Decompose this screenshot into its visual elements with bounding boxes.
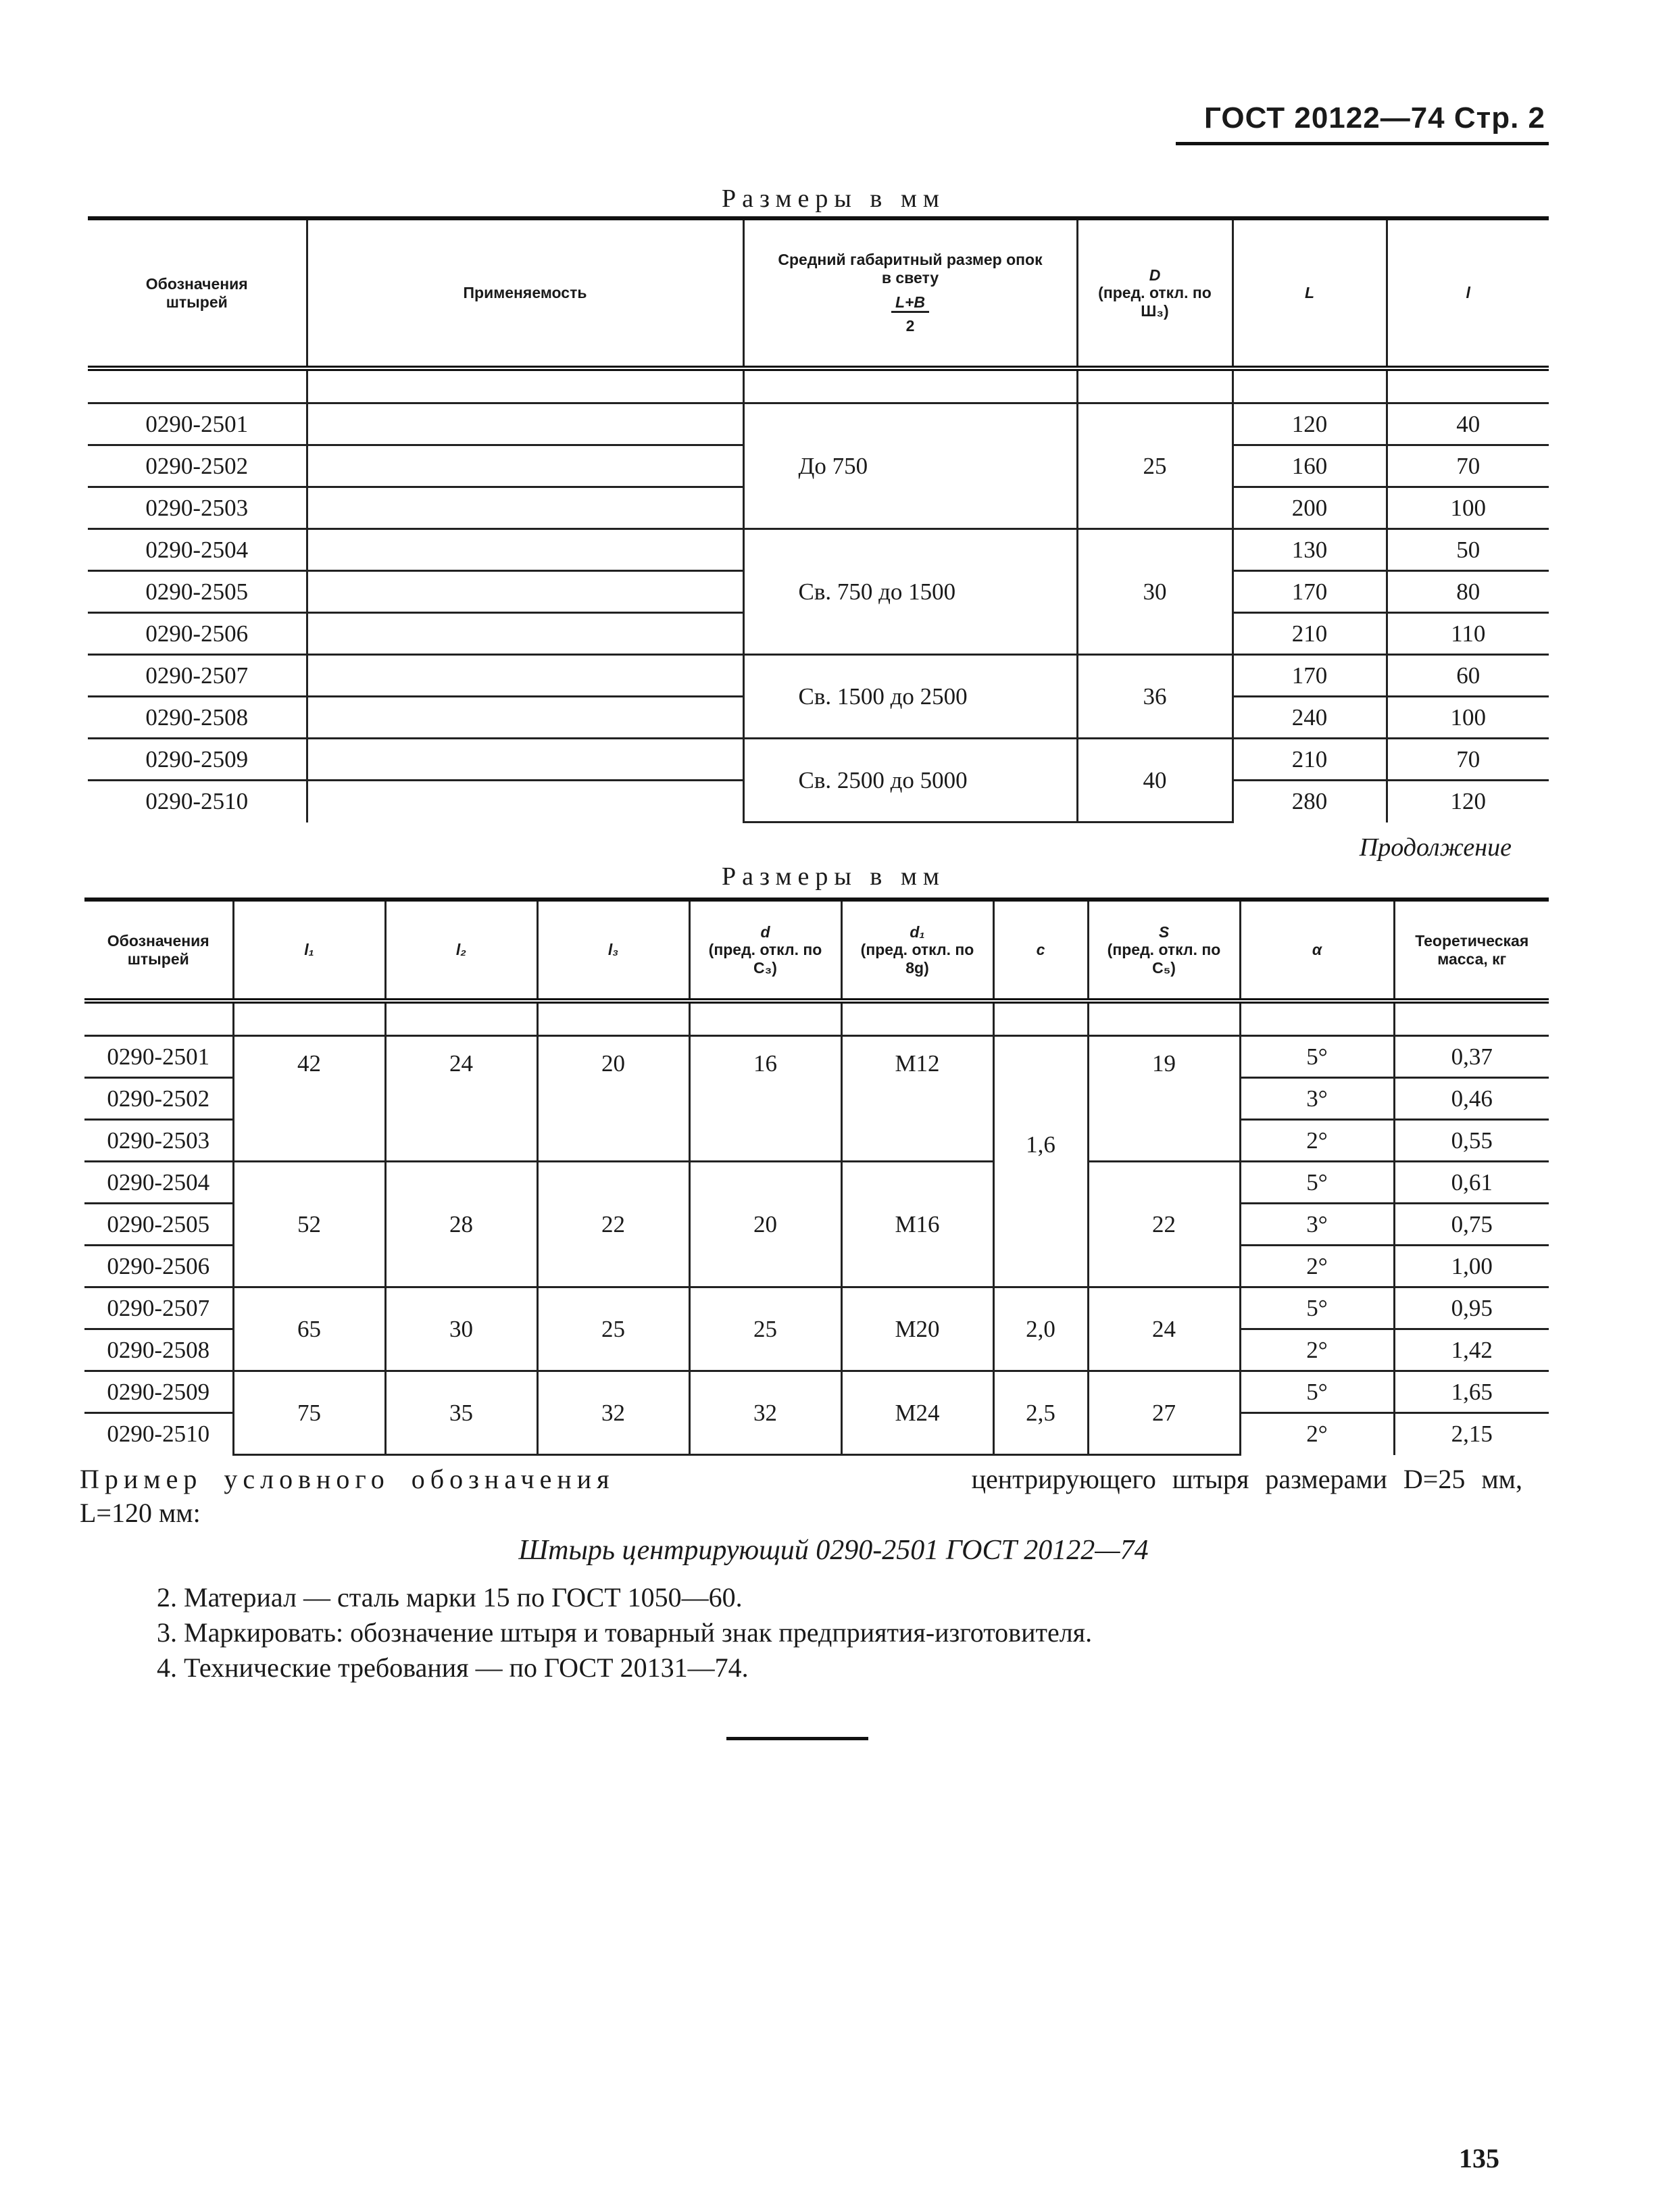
t1-L: 210 — [1233, 613, 1387, 655]
t1-code: 0290-2502 — [88, 445, 307, 487]
t1-header-D-note: (пред. откл. по Ш₃) — [1098, 284, 1212, 320]
t2-alpha: 2° — [1240, 1329, 1394, 1371]
t1-L: 170 — [1233, 571, 1387, 613]
table-row — [88, 403, 1549, 445]
t1-l: 80 — [1387, 571, 1549, 613]
t2-header-d — [689, 900, 841, 1001]
t2-header-d-note: (пред. откл. по С₃) — [708, 941, 822, 977]
t1-avg-size: Св. 750 до 1500 — [743, 529, 1077, 655]
table-row — [84, 1162, 1549, 1204]
t1-header-L: L — [1233, 218, 1387, 368]
t2-l3: 20 — [537, 1036, 689, 1162]
t2-header-alpha: α — [1240, 900, 1394, 1001]
t1-L: 280 — [1233, 781, 1387, 822]
example-spaced-text: Пример условного обозначения — [80, 1464, 615, 1494]
t2-alpha: 2° — [1240, 1246, 1394, 1287]
example-line2: L=120 мм: — [80, 1498, 201, 1528]
t2-mass: 0,95 — [1394, 1287, 1549, 1329]
t2-code: 0290-2501 — [84, 1036, 233, 1078]
table-row — [84, 1036, 1549, 1078]
t2-d: 16 — [689, 1036, 841, 1162]
t1-applicability — [307, 739, 743, 781]
t2-mass: 1,00 — [1394, 1246, 1549, 1287]
t2-l2: 30 — [385, 1287, 537, 1371]
t2-header-c: c — [993, 900, 1088, 1001]
t2-code: 0290-2505 — [84, 1204, 233, 1246]
t2-header-mass: Теоретическая масса, кг — [1394, 900, 1549, 1001]
t2-alpha: 5° — [1240, 1162, 1394, 1204]
t1-code: 0290-2501 — [88, 403, 307, 445]
header-rule — [1176, 142, 1549, 145]
item-requirements: 4. Технические требования — по ГОСТ 20131—74. — [157, 1652, 749, 1683]
t2-mass: 0,37 — [1394, 1036, 1549, 1078]
designation-example: Штырь центрирующий 0290-2501 ГОСТ 20122—74 — [518, 1535, 1149, 1566]
t1-avg-size: Св. 2500 до 5000 — [743, 739, 1077, 822]
t2-code: 0290-2508 — [84, 1329, 233, 1371]
t1-applicability — [307, 403, 743, 445]
t2-code: 0290-2504 — [84, 1162, 233, 1204]
t1-applicability — [307, 655, 743, 697]
t1-D: 30 — [1077, 529, 1233, 655]
t1-l: 50 — [1387, 529, 1549, 571]
t2-S: 19 — [1088, 1036, 1240, 1162]
t2-d: 32 — [689, 1371, 841, 1455]
t2-d1: M12 — [841, 1036, 993, 1162]
t2-code: 0290-2507 — [84, 1287, 233, 1329]
t2-d1: M24 — [841, 1371, 993, 1455]
t2-d1: M20 — [841, 1287, 993, 1371]
t1-applicability — [307, 487, 743, 529]
t1-D: 25 — [1077, 403, 1233, 529]
t1-code: 0290-2510 — [88, 781, 307, 822]
t1-header-avg-size-den: 2 — [905, 317, 915, 335]
t1-L: 160 — [1233, 445, 1387, 487]
table-row — [88, 655, 1549, 697]
t1-L: 200 — [1233, 487, 1387, 529]
t2-l1: 52 — [233, 1162, 385, 1287]
t1-l: 100 — [1387, 487, 1549, 529]
t1-l: 40 — [1387, 403, 1549, 445]
t2-l3: 22 — [537, 1162, 689, 1287]
t1-L: 240 — [1233, 697, 1387, 739]
t1-l: 70 — [1387, 739, 1549, 781]
t2-code: 0290-2502 — [84, 1078, 233, 1120]
t1-code: 0290-2509 — [88, 739, 307, 781]
t1-l: 70 — [1387, 445, 1549, 487]
table-row — [84, 1371, 1549, 1413]
t1-applicability — [307, 697, 743, 739]
t1-header-avg-size-label: Средний габаритный размер опок в свету — [778, 251, 1043, 287]
t1-applicability — [307, 445, 743, 487]
t1-applicability — [307, 613, 743, 655]
t1-code: 0290-2503 — [88, 487, 307, 529]
t2-header-l3: l₃ — [537, 900, 689, 1001]
t2-header-l2: l₂ — [385, 900, 537, 1001]
t2-mass: 2,15 — [1394, 1413, 1549, 1455]
t2-mass: 0,75 — [1394, 1204, 1549, 1246]
t2-d: 25 — [689, 1287, 841, 1371]
t1-header-avg-size — [743, 218, 1077, 368]
t2-mass: 1,65 — [1394, 1371, 1549, 1413]
t2-S: 22 — [1088, 1162, 1240, 1287]
t2-l3: 25 — [537, 1287, 689, 1371]
t1-l: 120 — [1387, 781, 1549, 822]
t1-applicability — [307, 781, 743, 822]
t2-l2: 28 — [385, 1162, 537, 1287]
t2-code: 0290-2510 — [84, 1413, 233, 1455]
t1-avg-size: Св. 1500 до 2500 — [743, 655, 1077, 739]
t1-l: 100 — [1387, 697, 1549, 739]
t2-code: 0290-2509 — [84, 1371, 233, 1413]
t2-mass: 1,42 — [1394, 1329, 1549, 1371]
example-paragraph — [80, 1463, 1522, 1495]
t1-L: 170 — [1233, 655, 1387, 697]
t1-header-D — [1077, 218, 1233, 368]
t2-code: 0290-2503 — [84, 1120, 233, 1162]
t1-header-D-symbol: D — [1149, 266, 1161, 284]
page-header: ГОСТ 20122—74 Стр. 2 — [1203, 101, 1545, 134]
t2-l1: 42 — [233, 1036, 385, 1162]
t2-l2: 24 — [385, 1036, 537, 1162]
table1-caption: Размеры в мм — [722, 185, 945, 213]
continuation-label: Продолжение — [1359, 833, 1512, 862]
t1-D: 36 — [1077, 655, 1233, 739]
t1-code: 0290-2504 — [88, 529, 307, 571]
t2-d: 20 — [689, 1162, 841, 1287]
table1 — [88, 216, 1549, 823]
t2-header-S-symbol: S — [1158, 923, 1170, 941]
t2-alpha: 2° — [1240, 1120, 1394, 1162]
t1-l: 110 — [1387, 613, 1549, 655]
t2-header-S — [1088, 900, 1240, 1001]
t1-D: 40 — [1077, 739, 1233, 822]
t2-header-l1: l₁ — [233, 900, 385, 1001]
t2-l2: 35 — [385, 1371, 537, 1455]
table2 — [84, 898, 1549, 1456]
t1-code: 0290-2508 — [88, 697, 307, 739]
t1-L: 210 — [1233, 739, 1387, 781]
t2-alpha: 5° — [1240, 1036, 1394, 1078]
t2-S: 24 — [1088, 1287, 1240, 1371]
end-rule — [726, 1737, 868, 1740]
t2-alpha: 3° — [1240, 1204, 1394, 1246]
t1-header-code: Обозначения штырей — [88, 218, 307, 368]
t2-S: 27 — [1088, 1371, 1240, 1455]
t1-header-l: l — [1387, 218, 1549, 368]
t2-c: 2,0 — [993, 1287, 1088, 1371]
t1-L: 120 — [1233, 403, 1387, 445]
t2-mass: 0,55 — [1394, 1120, 1549, 1162]
example-rest-text: центрирующего штыря размерами D=25 мм, — [971, 1464, 1522, 1494]
t2-code: 0290-2506 — [84, 1246, 233, 1287]
table-row — [88, 739, 1549, 781]
t2-mass: 0,61 — [1394, 1162, 1549, 1204]
item-marking: 3. Маркировать: обозначение штыря и товарный знак предприятия-изготовителя. — [157, 1617, 1093, 1648]
item-material: 2. Материал — сталь марки 15 по ГОСТ 1050—60. — [157, 1582, 743, 1613]
table2-caption: Размеры в мм — [722, 862, 945, 891]
t1-applicability — [307, 529, 743, 571]
t2-header-d-symbol: d — [760, 923, 770, 941]
t1-header-applicability: Применяемость — [307, 218, 743, 368]
t2-header-code: Обозначения штырей — [84, 900, 233, 1001]
t2-l3: 32 — [537, 1371, 689, 1455]
t2-l1: 75 — [233, 1371, 385, 1455]
t2-header-d1-note: (пред. откл. по 8g) — [860, 941, 974, 977]
t1-code: 0290-2506 — [88, 613, 307, 655]
t1-header-avg-size-num: L+B — [891, 293, 929, 313]
t2-c: 2,5 — [993, 1371, 1088, 1455]
t2-c: 1,6 — [993, 1036, 1088, 1287]
t2-alpha: 5° — [1240, 1371, 1394, 1413]
t1-applicability — [307, 571, 743, 613]
t1-L: 130 — [1233, 529, 1387, 571]
t2-header-S-note: (пред. откл. по С₅) — [1107, 941, 1221, 977]
table-row — [84, 1287, 1549, 1329]
t2-mass: 0,46 — [1394, 1078, 1549, 1120]
t2-alpha: 3° — [1240, 1078, 1394, 1120]
page-number: 135 — [1459, 2143, 1499, 2173]
t1-code: 0290-2505 — [88, 571, 307, 613]
t1-avg-size: До 750 — [743, 403, 1077, 529]
t1-l: 60 — [1387, 655, 1549, 697]
table-row — [88, 529, 1549, 571]
t2-header-d1 — [841, 900, 993, 1001]
t2-header-d1-symbol: d₁ — [910, 923, 925, 941]
t1-code: 0290-2507 — [88, 655, 307, 697]
t2-d1: M16 — [841, 1162, 993, 1287]
t2-alpha: 5° — [1240, 1287, 1394, 1329]
t2-alpha: 2° — [1240, 1413, 1394, 1455]
t2-l1: 65 — [233, 1287, 385, 1371]
